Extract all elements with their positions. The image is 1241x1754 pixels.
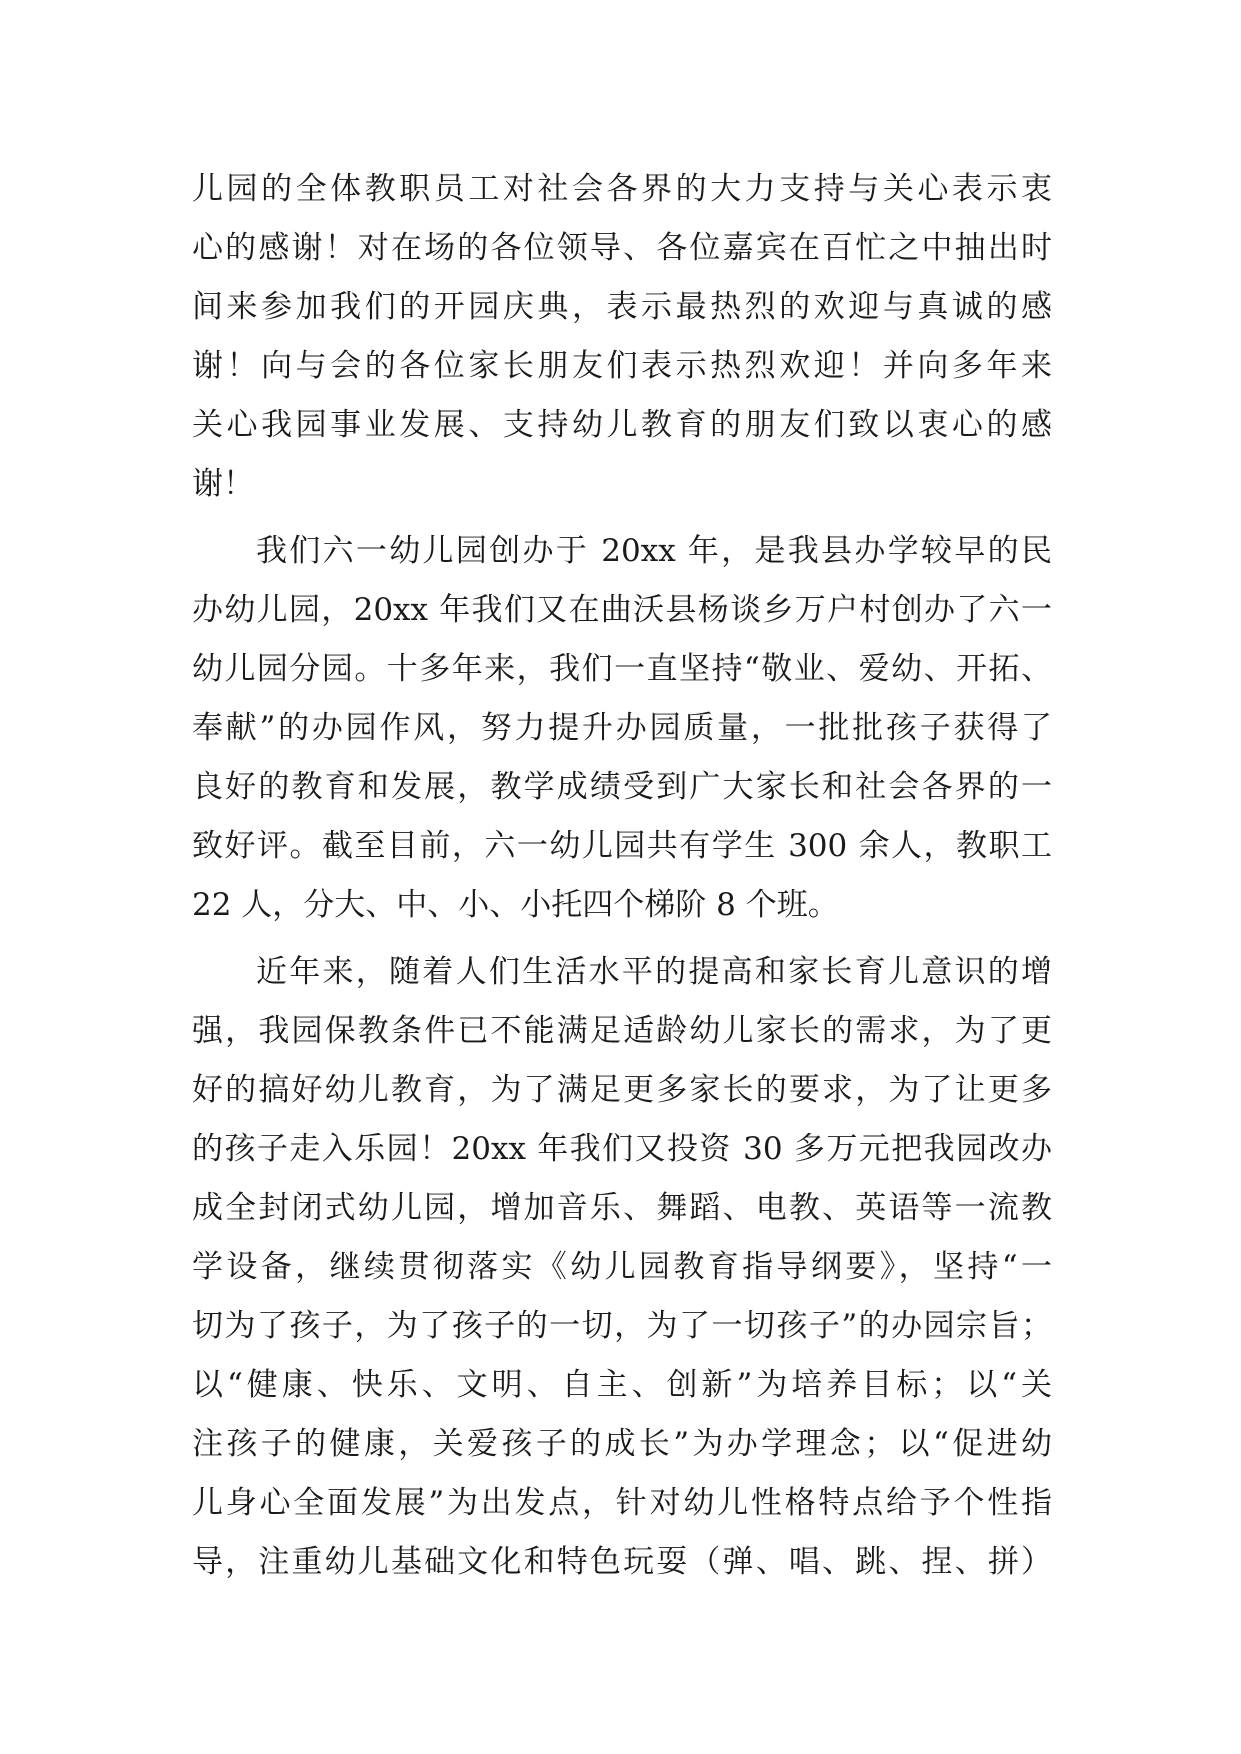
text-line: 以“健康、快乐、文明、自主、创新”为培养目标；以“关 <box>192 1367 1052 1403</box>
text-line: 谢！向与会的各位家长朋友们表示热烈欢迎！并向多年来 <box>192 348 1052 384</box>
text-line: 22 人，分大、中、小、小托四个梯阶 8 个班。 <box>192 887 839 923</box>
text-line: 注孩子的健康，关爱孩子的成长”为办学理念；以“促进幼 <box>192 1426 1052 1462</box>
text-line: 致好评。截至目前，六一幼儿园共有学生 300 余人，教职工 <box>192 828 1052 864</box>
paragraph-2 <box>192 522 1052 935</box>
text-line: 奉献”的办园作风，努力提升办园质量，一批批孩子获得了 <box>192 710 1052 746</box>
text-line: 儿身心全面发展”为出发点，针对幼儿性格特点给予个性指 <box>192 1485 1052 1521</box>
text-line: 良好的教育和发展，教学成绩受到广大家长和社会各界的一 <box>192 769 1052 805</box>
text-line: 近年来，随着人们生活水平的提高和家长育儿意识的增 <box>256 954 1052 990</box>
text-line: 好的搞好幼儿教育，为了满足更多家长的要求，为了让更多 <box>192 1072 1052 1108</box>
paragraph-1 <box>192 160 1052 514</box>
text-line: 幼儿园分园。十多年来，我们一直坚持“敬业、爱幼、开拓、 <box>192 651 1052 687</box>
text-line: 的孩子走入乐园！20xx 年我们又投资 30 多万元把我园改办 <box>192 1131 1052 1167</box>
text-line: 切为了孩子，为了孩子的一切，为了一切孩子”的办园宗旨； <box>192 1308 1052 1344</box>
text-line: 间来参加我们的开园庆典，表示最热烈的欢迎与真诚的感 <box>192 289 1052 325</box>
text-line: 心的感谢！对在场的各位领导、各位嘉宾在百忙之中抽出时 <box>192 230 1052 266</box>
document-body <box>192 160 1052 1600</box>
text-line: 谢！ <box>192 466 254 502</box>
text-line: 导，注重幼儿基础文化和特色玩耍（弹、唱、跳、捏、拼） <box>192 1544 1052 1580</box>
text-line: 关心我园事业发展、支持幼儿教育的朋友们致以衷心的感 <box>192 407 1052 443</box>
text-line: 办幼儿园，20xx 年我们又在曲沃县杨谈乡万户村创办了六一 <box>192 592 1052 628</box>
text-line: 学设备，继续贯彻落实《幼儿园教育指导纲要》，坚持“一 <box>192 1249 1052 1285</box>
text-line: 成全封闭式幼儿园，增加音乐、舞蹈、电教、英语等一流教 <box>192 1190 1052 1226</box>
text-line: 我们六一幼儿园创办于 20xx 年，是我县办学较早的民 <box>256 533 1052 569</box>
paragraph-3 <box>192 943 1052 1592</box>
text-line: 儿园的全体教职员工对社会各界的大力支持与关心表示衷 <box>192 171 1052 207</box>
text-line: 强，我园保教条件已不能满足适龄幼儿家长的需求，为了更 <box>192 1013 1052 1049</box>
